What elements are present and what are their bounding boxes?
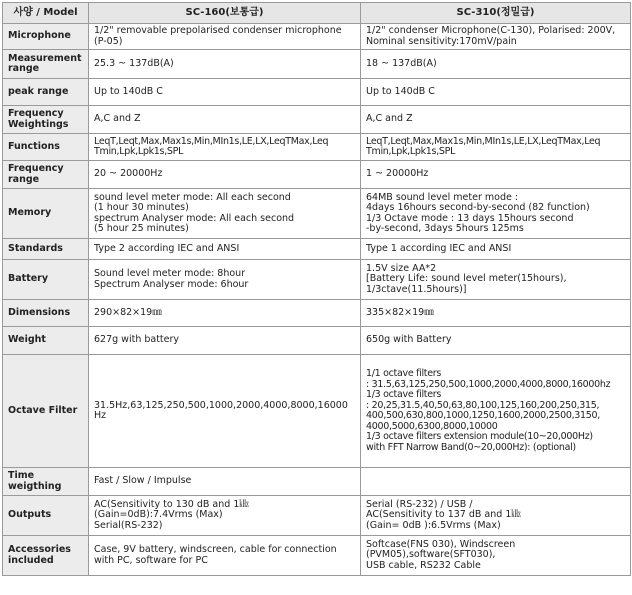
row-label-dimensions: Dimensions (3, 300, 89, 327)
sc310-time-weighting (361, 468, 631, 496)
table-row (3, 106, 631, 134)
header-row (3, 3, 631, 24)
sc160-accessories: Case, 9V battery, windscreen, cable for connection with PC, software for PC (89, 536, 361, 576)
row-label-weight: Weight (3, 327, 89, 355)
row-label-microphone: Microphone (3, 24, 89, 50)
table-row (3, 468, 631, 496)
row-label-accessories: Accessories included (3, 536, 89, 576)
spec-column-header: 사양 / Model (3, 3, 89, 24)
sc310-measurement-range: 18 ~ 137dB(A) (361, 50, 631, 79)
table-row (3, 134, 631, 161)
sc160-memory: sound level meter mode: All each second (1 hour 30 minutes) spectrum Analyser mode: All each second (5 hour 25 minutes) (89, 189, 361, 239)
row-label-battery: Battery (3, 260, 89, 300)
sc160-frequency-weightings: A,C and Z (89, 106, 361, 134)
sc310-functions: LeqT,Leqt,Max,Max1s,Min,MIn1s,LE,LX,LeqTMax,Leq Tmin,Lpk,Lpk1s,SPL (361, 134, 631, 161)
sc310-accessories: Softcase(FNS 030), Windscreen (PVM05),software(SFT030), USB cable, RS232 Cable (361, 536, 631, 576)
sc160-functions: LeqT,Leqt,Max,Max1s,Min,MIn1s,LE,LX,LeqTMax,Leq Tmin,Lpk,Lpk1s,SPL (89, 134, 361, 161)
sc160-outputs: AC(Sensitivity to 130 dB and 1㎑ (Gain=0dB):7.4Vrms (Max) Serial(RS-232) (89, 496, 361, 536)
table-row (3, 24, 631, 50)
row-label-frequency-weightings: Frequency Weightings (3, 106, 89, 134)
sc160-time-weighting: Fast / Slow / Impulse (89, 468, 361, 496)
sc310-dimensions: 335×82×19㎜ (361, 300, 631, 327)
sc310-battery: 1.5V size AA*2 [Battery Life: sound level meter(15hours), 1/3ctave(11.5hours)] (361, 260, 631, 300)
sc310-weight: 650g with Battery (361, 327, 631, 355)
row-label-time-weighting: Time weigthing (3, 468, 89, 496)
sc160-peak-range: Up to 140dB C (89, 79, 361, 106)
table-row (3, 327, 631, 355)
sc160-dimensions: 290×82×19㎜ (89, 300, 361, 327)
sc160-standards: Type 2 according IEC and ANSI (89, 239, 361, 260)
table-row (3, 536, 631, 576)
row-label-octave-filter: Octave Filter (3, 355, 89, 468)
sc310-frequency-weightings: A,C and Z (361, 106, 631, 134)
sc310-outputs: Serial (RS-232) / USB / AC(Sensitivity to 137 dB and 1㎑ (Gain= 0dB ):6.5Vrms (Max) (361, 496, 631, 536)
table-row (3, 355, 631, 468)
row-label-outputs: Outputs (3, 496, 89, 536)
table-row (3, 50, 631, 79)
table-row (3, 161, 631, 189)
sc160-frequency-range: 20 ~ 20000Hz (89, 161, 361, 189)
sc160-battery: Sound level meter mode: 8hour Spectrum Analyser mode: 6hour (89, 260, 361, 300)
row-label-standards: Standards (3, 239, 89, 260)
sc160-octave-filter: 31.5Hz,63,125,250,500,1000,2000,4000,8000,16000 Hz (89, 355, 361, 468)
sc310-frequency-range: 1 ~ 20000Hz (361, 161, 631, 189)
sc160-microphone: 1/2" removable prepolarised condenser microphone (P-05) (89, 24, 361, 50)
table-row (3, 260, 631, 300)
sc310-peak-range: Up to 140dB C (361, 79, 631, 106)
row-label-measurement-range: Measurement range (3, 50, 89, 79)
sc310-octave-filter: 1/1 octave filters : 31.5,63,125,250,500,1000,2000,4000,8000,16000hz 1/3 octave filters : 20,25,31.5,40,50,63,80,100,125,160,200,250,315, 400,500,630,800,1000,1250,1600,2000,2500,3150, 4000,5000,6300,8000,10000 1/3 octave filters extension module(10~20,000Hz) with FFT Narrow Band(0~20,000Hz): (optional) (361, 355, 631, 468)
row-label-memory: Memory (3, 189, 89, 239)
row-label-frequency-range: Frequency range (3, 161, 89, 189)
sc160-weight: 627g with battery (89, 327, 361, 355)
table-row (3, 496, 631, 536)
model-b-header: SC-310(정밀급) (361, 3, 631, 24)
table-row (3, 239, 631, 260)
spec-table (2, 2, 631, 576)
table-row (3, 189, 631, 239)
row-label-functions: Functions (3, 134, 89, 161)
sc310-standards: Type 1 according IEC and ANSI (361, 239, 631, 260)
sc310-microphone: 1/2" condenser Microphone(C-130), Polarised: 200V, Nominal sensitivity:170mV/pain (361, 24, 631, 50)
sc160-measurement-range: 25.3 ~ 137dB(A) (89, 50, 361, 79)
model-a-header: SC-160(보통급) (89, 3, 361, 24)
row-label-peak-range: peak range (3, 79, 89, 106)
table-row (3, 300, 631, 327)
sc310-memory: 64MB sound level meter mode : 4days 16hours second-by-second (82 function) 1/3 Octave mode : 13 days 15hours second -by-second, 3days 5hours 125ms (361, 189, 631, 239)
table-row (3, 79, 631, 106)
